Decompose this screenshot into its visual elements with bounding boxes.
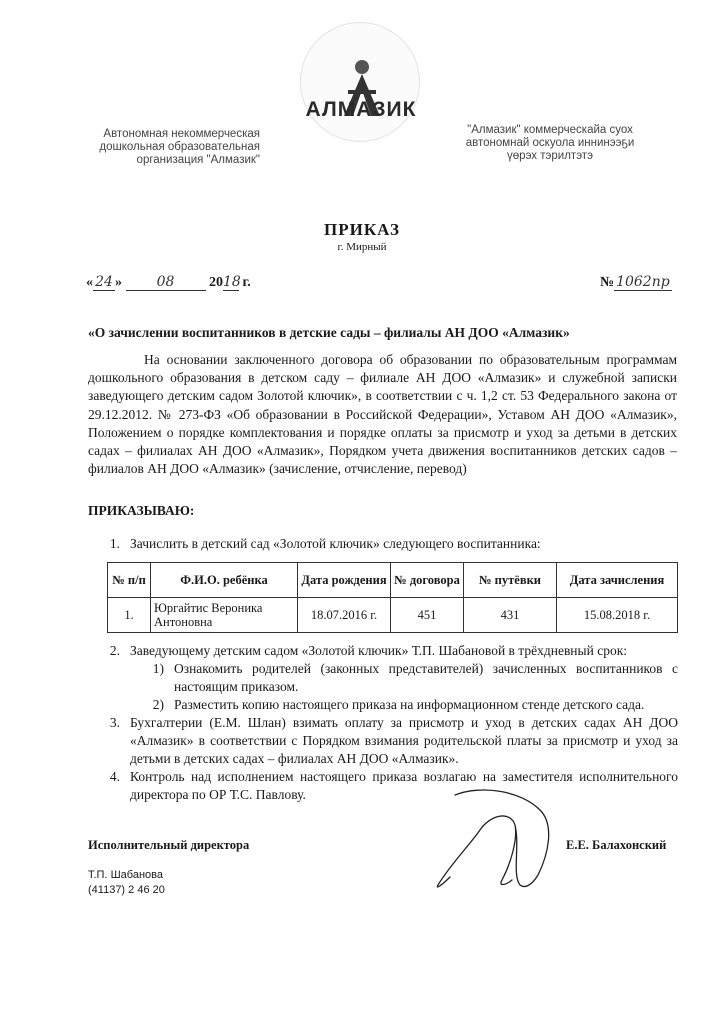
order-subitem-2-2 (148, 696, 678, 716)
date-day: 24 (93, 274, 115, 291)
table-row (108, 598, 678, 633)
executor-name: Т.П. Шабанова (88, 869, 163, 881)
number-value: 1062пр (616, 274, 670, 290)
children-table (107, 562, 678, 633)
org-right-line: автономнай оскуола иннинээҕи (465, 137, 635, 149)
document-city: г. Мирный (337, 241, 387, 253)
item-text: Бухгалтерии (Е.М. Шлан) взимать оплату за присмотр и уход в детских садах АН ДОО «Алмазик» в соответствии с Порядком взимания родительской платы за присмотр и уход за детьми в детских садах – филиалах АН ДОО «Алмазик». (130, 715, 678, 767)
item-text: Контроль над исполнением настоящего приказа возлагаю на заместителя исполнительного директора по ОР Т.С. Павлову. (130, 769, 678, 803)
cell-voucher: 431 (464, 598, 557, 633)
item-number: 4. (109, 769, 120, 784)
item-text: Зачислить в детский сад «Золотой ключик» следующего воспитанника: (130, 536, 541, 551)
signature-position: Исполнительный директора (88, 838, 250, 852)
order-item-4 (104, 768, 678, 806)
col-fio: Ф.И.О. ребёнка (151, 563, 298, 598)
col-contract: № договора (391, 563, 464, 598)
cell-birth-date: 18.07.2016 г. (298, 598, 391, 633)
order-item-3 (104, 714, 678, 770)
org-right-line: "Алмазик" коммерческайа суох (467, 124, 633, 136)
date-quote: « (86, 275, 93, 290)
number-prefix: № (600, 275, 615, 290)
cell-enrollment-date: 15.08.2018 г. (557, 598, 678, 633)
subitem-number: 2) (152, 697, 164, 712)
col-birth-date: Дата рождения (298, 563, 391, 598)
col-number: № п/п (108, 563, 151, 598)
date-quote: » (115, 275, 122, 290)
order-item-1 (104, 535, 678, 555)
org-left-line: организация "Алмазик" (136, 154, 260, 166)
cell-fio: Юргайтис Вероника Антоновна (151, 598, 298, 633)
item-number: 1. (109, 536, 120, 551)
cell-contract: 451 (391, 598, 464, 633)
col-enrollment-date: Дата зачисления (557, 563, 678, 598)
document-number (600, 274, 672, 291)
date-month: 08 (126, 274, 206, 291)
order-word: ПРИКАЗЫВАЮ: (88, 503, 195, 518)
signature-image (420, 785, 570, 895)
logo-text: АЛМАЗИК (305, 98, 417, 121)
item-number: 3. (109, 715, 120, 730)
date-year-suffix: 18 (223, 274, 241, 290)
item-number: 2. (109, 643, 120, 658)
org-right-line: үөрэх тэрилтэтэ (507, 150, 593, 162)
item-text: Заведующему детским садом «Золотой ключик» Т.П. Шабановой в трёхдневный срок: (130, 643, 628, 658)
subitem-text: Разместить копию настоящего приказа на информационном стенде детского сада. (174, 697, 645, 712)
executor-phone: (41137) 2 46 20 (88, 884, 165, 896)
org-left-line: Автономная некоммерческая (103, 128, 260, 140)
org-name-yakut (450, 124, 650, 163)
document-subject: «О зачислении воспитанников в детские сады – филиалы АН ДОО «Алмазик» (88, 325, 570, 340)
col-voucher: № путёвки (464, 563, 557, 598)
org-left-line: дошкольная образовательная (99, 141, 260, 153)
subitem-number: 1) (152, 661, 164, 676)
order-item-2 (104, 642, 678, 662)
order-subitem-2-1 (148, 660, 678, 698)
document-date (86, 274, 251, 291)
signature-name: Е.Е. Балахонский (566, 838, 667, 852)
executor-info (88, 868, 165, 898)
subitem-text: Ознакомить родителей (законных представителей) зачисленных воспитанников с настоящим приказом. (174, 661, 678, 695)
document-title: ПРИКАЗ (324, 220, 400, 239)
preamble-paragraph: На основании заключенного договора об образовании по образовательным программам дошкольного образования в детском саду – филиале АН ДОО «Алмазик» и служебной записки заведующего детским садом Золотой ключик», в соответствии с ч. 1,2 ст. 53 Федерального закона от 29.12.2012. № 273-ФЗ «Об образовании в Российской Федерации», Уставом АН ДОО «Алмазик», Положением о порядке комплектования и порядке оплаты за присмотр и уход за детьми в детских садах – филиалах АН ДОО «Алмазик», Порядком учета движения воспитанников детских садов – филиалов АН ДОО «Алмазик» (зачисление, отчисление, перевод) (88, 352, 677, 477)
date-year-prefix: 20 (209, 275, 223, 290)
date-year-end: г. (242, 275, 251, 290)
cell-number: 1. (108, 598, 151, 633)
org-name-russian (80, 128, 260, 167)
table-header-row (108, 563, 678, 598)
